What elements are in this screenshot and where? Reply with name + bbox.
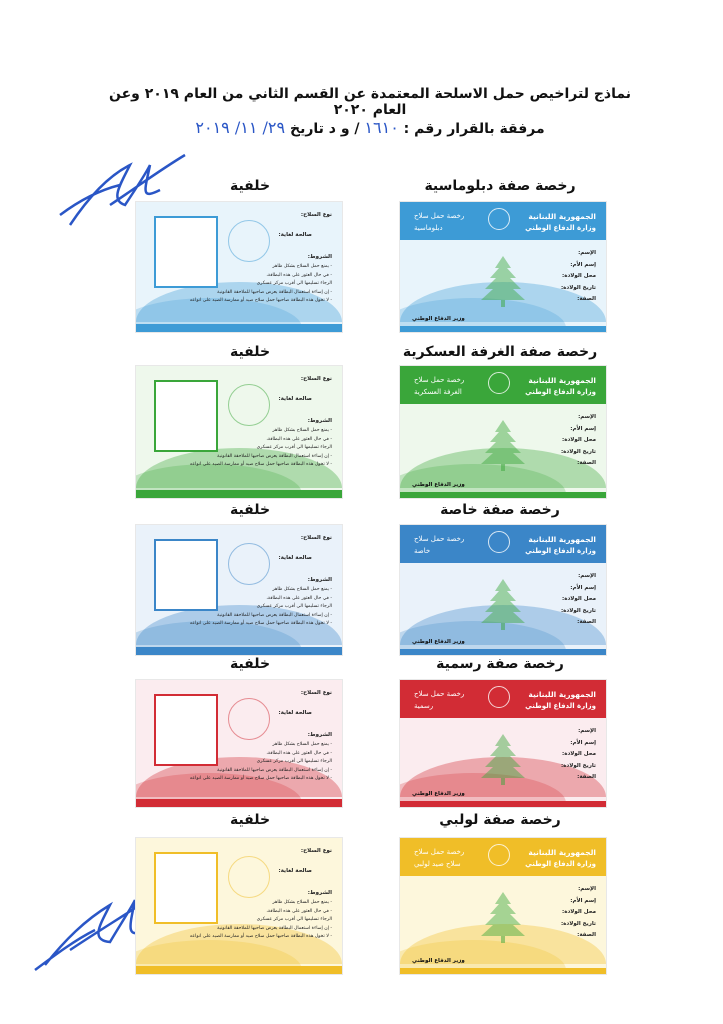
field-capacity: الصفة: bbox=[577, 619, 596, 625]
condition-line: - في حال العثور على هذه البطاقة، bbox=[266, 436, 332, 442]
condition-line: - إن إساءة استعمال البطاقة يعرض صاحبها للملاحقة القانونية bbox=[217, 289, 332, 295]
condition-line: - إن إساءة استعمال البطاقة يعرض صاحبها للملاحقة القانونية bbox=[217, 453, 332, 459]
license-back-hunting bbox=[136, 838, 342, 974]
reference-date: ٢٩/ ١١/ ٢٠١٩ bbox=[195, 118, 286, 137]
army-emblem-icon bbox=[488, 531, 510, 553]
field-birthdate: تاريخ الولادة: bbox=[560, 607, 596, 614]
header-line-2: الغرفة العسكرية bbox=[414, 388, 462, 396]
conditions-label: الشروط: bbox=[307, 732, 332, 738]
back-title-4: خلفية bbox=[229, 656, 271, 672]
army-emblem-icon bbox=[228, 543, 270, 585]
back-title-1: خلفية bbox=[229, 178, 271, 194]
header-line-1: رخصة حمل سلاح bbox=[414, 848, 465, 856]
field-capacity: الصفة: bbox=[577, 932, 596, 938]
license-title-military: رخصة صفة الغرفة العسكرية bbox=[402, 344, 598, 360]
cedar-tree-icon bbox=[478, 890, 528, 948]
condition-line: - يمنع حمل السلاح بشكل ظاهر bbox=[272, 587, 332, 592]
valid-until-label: صالحة لغاية: bbox=[278, 555, 312, 561]
back-bottom-stripe bbox=[136, 490, 342, 498]
field-name: الإسم: bbox=[578, 886, 596, 892]
front-bottom-stripe bbox=[400, 649, 606, 655]
condition-line: - في حال العثور على هذه البطاقة، bbox=[266, 750, 332, 756]
republic-label: الجمهورية اللبنانية bbox=[528, 848, 596, 857]
header-line-2: سلاح صيد لولبي bbox=[414, 860, 461, 868]
valid-until-label: صالحة لغاية: bbox=[278, 232, 312, 238]
condition-line: الرجاء تسليمها الى أقرب مركز عسكري bbox=[256, 445, 332, 450]
weapon-type-label: نوع السلاح: bbox=[300, 535, 332, 541]
license-title-diplomatic: رخصة صفة دبلوماسية bbox=[424, 178, 576, 194]
reference-number: ١٦١٠ bbox=[364, 118, 399, 137]
field-mother: إسم الأم: bbox=[570, 739, 596, 746]
license-front-hunting bbox=[400, 838, 606, 974]
photo-frame bbox=[154, 852, 218, 924]
condition-line: - يمنع حمل السلاح بشكل ظاهر bbox=[272, 428, 332, 433]
ministry-label: وزارة الدفاع الوطني bbox=[525, 702, 596, 710]
army-emblem-icon bbox=[228, 698, 270, 740]
header-line-2: رسمية bbox=[414, 702, 434, 710]
ministry-label: وزارة الدفاع الوطني bbox=[525, 547, 596, 555]
minister-signature-label: وزير الدفاع الوطني bbox=[412, 482, 465, 488]
license-title-special: رخصة صفة خاصة bbox=[440, 502, 560, 518]
reference-prefix: مرفقة بالقرار رقم : bbox=[403, 121, 545, 137]
field-birthplace: محل الولادة: bbox=[562, 437, 596, 443]
front-bottom-stripe bbox=[400, 326, 606, 332]
valid-until-label: صالحة لغاية: bbox=[278, 868, 312, 874]
weapon-type-label: نوع السلاح: bbox=[300, 376, 332, 382]
field-mother: إسم الأم: bbox=[570, 425, 596, 432]
minister-signature-label: وزير الدفاع الوطني bbox=[412, 791, 465, 797]
condition-line: - لا تخول هذه البطاقة صاحبها حمل سلاح صيد أو ممارسة الصيد على انواعه bbox=[189, 621, 332, 626]
weapon-type-label: نوع السلاح: bbox=[300, 690, 332, 696]
republic-label: الجمهورية اللبنانية bbox=[528, 212, 596, 221]
back-title-5: خلفية bbox=[229, 812, 271, 828]
license-back-diplomatic bbox=[136, 202, 342, 332]
army-emblem-icon bbox=[228, 384, 270, 426]
condition-line: - لا تخول هذه البطاقة صاحبها حمل سلاح صيد أو ممارسة الصيد على انواعه bbox=[189, 776, 332, 781]
photo-frame bbox=[154, 694, 218, 766]
minister-signature-label: وزير الدفاع الوطني bbox=[412, 958, 465, 964]
condition-line: - لا تخول هذه البطاقة صاحبها حمل سلاح صيد أو ممارسة الصيد على انواعه bbox=[189, 934, 332, 939]
photo-frame bbox=[154, 539, 218, 611]
decision-reference bbox=[180, 118, 560, 137]
army-emblem-icon bbox=[228, 856, 270, 898]
back-bottom-stripe bbox=[136, 966, 342, 974]
conditions-label: الشروط: bbox=[307, 577, 332, 583]
republic-label: الجمهورية اللبنانية bbox=[528, 690, 596, 699]
license-back-military bbox=[136, 366, 342, 498]
valid-until-label: صالحة لغاية: bbox=[278, 396, 312, 402]
license-front-diplomatic bbox=[400, 202, 606, 332]
license-title-official: رخصة صفة رسمية bbox=[436, 656, 564, 672]
condition-line: - إن إساءة استعمال البطاقة يعرض صاحبها للملاحقة القانونية bbox=[217, 612, 332, 618]
front-bottom-stripe bbox=[400, 968, 606, 974]
field-capacity: الصفة: bbox=[577, 460, 596, 466]
field-mother: إسم الأم: bbox=[570, 897, 596, 904]
condition-line: الرجاء تسليمها الى أقرب مركز عسكري bbox=[256, 917, 332, 922]
license-back-official bbox=[136, 680, 342, 807]
condition-line: - يمنع حمل السلاح بشكل ظاهر bbox=[272, 742, 332, 747]
minister-signature-label: وزير الدفاع الوطني bbox=[412, 316, 465, 322]
weapon-type-label: نوع السلاح: bbox=[300, 212, 332, 218]
front-bottom-stripe bbox=[400, 801, 606, 807]
minister-signature-label: وزير الدفاع الوطني bbox=[412, 639, 465, 645]
condition-line: - في حال العثور على هذه البطاقة، bbox=[266, 908, 332, 914]
field-capacity: الصفة: bbox=[577, 296, 596, 302]
condition-line: - يمنع حمل السلاح بشكل ظاهر bbox=[272, 264, 332, 269]
header-line-1: رخصة حمل سلاح bbox=[414, 212, 465, 220]
conditions-label: الشروط: bbox=[307, 254, 332, 260]
license-title-hunting: رخصة صفة لولبي bbox=[439, 812, 561, 828]
photo-frame bbox=[154, 216, 218, 288]
army-emblem-icon bbox=[488, 686, 510, 708]
field-birthplace: محل الولادة: bbox=[562, 273, 596, 279]
condition-line: الرجاء تسليمها الى أقرب مركز عسكري bbox=[256, 604, 332, 609]
header-line-2: خاصة bbox=[414, 547, 431, 555]
header-line-1: رخصة حمل سلاح bbox=[414, 690, 465, 698]
republic-label: الجمهورية اللبنانية bbox=[528, 376, 596, 385]
ministry-label: وزارة الدفاع الوطني bbox=[525, 224, 596, 232]
license-front-official bbox=[400, 680, 606, 807]
condition-line: - يمنع حمل السلاح بشكل ظاهر bbox=[272, 900, 332, 905]
cedar-tree-icon bbox=[478, 577, 528, 635]
field-birthdate: تاريخ الولادة: bbox=[560, 284, 596, 291]
field-name: الإسم: bbox=[578, 573, 596, 579]
license-front-special bbox=[400, 525, 606, 655]
field-birthdate: تاريخ الولادة: bbox=[560, 448, 596, 455]
field-name: الإسم: bbox=[578, 250, 596, 256]
condition-line: - إن إساءة استعمال البطاقة يعرض صاحبها للملاحقة القانونية bbox=[217, 767, 332, 773]
field-name: الإسم: bbox=[578, 728, 596, 734]
header-line-1: رخصة حمل سلاح bbox=[414, 376, 465, 384]
field-mother: إسم الأم: bbox=[570, 261, 596, 268]
conditions-label: الشروط: bbox=[307, 418, 332, 424]
army-emblem-icon bbox=[488, 844, 510, 866]
field-mother: إسم الأم: bbox=[570, 584, 596, 591]
condition-line: الرجاء تسليمها الى أقرب مركز عسكري bbox=[256, 759, 332, 764]
field-name: الإسم: bbox=[578, 414, 596, 420]
cedar-tree-icon bbox=[478, 732, 528, 790]
weapon-type-label: نوع السلاح: bbox=[300, 848, 332, 854]
header-line-2: دبلوماسية bbox=[414, 224, 443, 232]
document-title: نماذج لتراخيص حمل الاسلحة المعتمدة عن القسم الثاني من العام ٢٠١٩ وعن العام ٢٠٢٠ bbox=[109, 86, 631, 118]
field-capacity: الصفة: bbox=[577, 774, 596, 780]
photo-frame bbox=[154, 380, 218, 452]
license-front-military bbox=[400, 366, 606, 498]
field-birthplace: محل الولادة: bbox=[562, 751, 596, 757]
license-back-special bbox=[136, 525, 342, 655]
header-line-1: رخصة حمل سلاح bbox=[414, 535, 465, 543]
back-bottom-stripe bbox=[136, 799, 342, 807]
back-bottom-stripe bbox=[136, 647, 342, 655]
condition-line: - إن إساءة استعمال البطاقة يعرض صاحبها للملاحقة القانونية bbox=[217, 925, 332, 931]
conditions-label: الشروط: bbox=[307, 890, 332, 896]
field-birthdate: تاريخ الولادة: bbox=[560, 920, 596, 927]
condition-line: - في حال العثور على هذه البطاقة، bbox=[266, 595, 332, 601]
ministry-label: وزارة الدفاع الوطني bbox=[525, 860, 596, 868]
army-emblem-icon bbox=[228, 220, 270, 262]
condition-line: - لا تخول هذه البطاقة صاحبها حمل سلاح صيد أو ممارسة الصيد على انواعه bbox=[189, 462, 332, 467]
ministry-label: وزارة الدفاع الوطني bbox=[525, 388, 596, 396]
back-bottom-stripe bbox=[136, 324, 342, 332]
front-bottom-stripe bbox=[400, 492, 606, 498]
cedar-tree-icon bbox=[478, 254, 528, 312]
reference-mid: / و د تاريخ bbox=[289, 121, 360, 137]
field-birthplace: محل الولادة: bbox=[562, 596, 596, 602]
condition-line: الرجاء تسليمها الى أقرب مركز عسكري bbox=[256, 281, 332, 286]
republic-label: الجمهورية اللبنانية bbox=[528, 535, 596, 544]
army-emblem-icon bbox=[488, 208, 510, 230]
condition-line: - لا تخول هذه البطاقة صاحبها حمل سلاح صيد أو ممارسة الصيد على انواعه bbox=[189, 298, 332, 303]
army-emblem-icon bbox=[488, 372, 510, 394]
back-title-3: خلفية bbox=[229, 502, 271, 518]
valid-until-label: صالحة لغاية: bbox=[278, 710, 312, 716]
back-title-2: خلفية bbox=[229, 344, 271, 360]
field-birthplace: محل الولادة: bbox=[562, 909, 596, 915]
field-birthdate: تاريخ الولادة: bbox=[560, 762, 596, 769]
cedar-tree-icon bbox=[478, 418, 528, 476]
condition-line: - في حال العثور على هذه البطاقة، bbox=[266, 272, 332, 278]
